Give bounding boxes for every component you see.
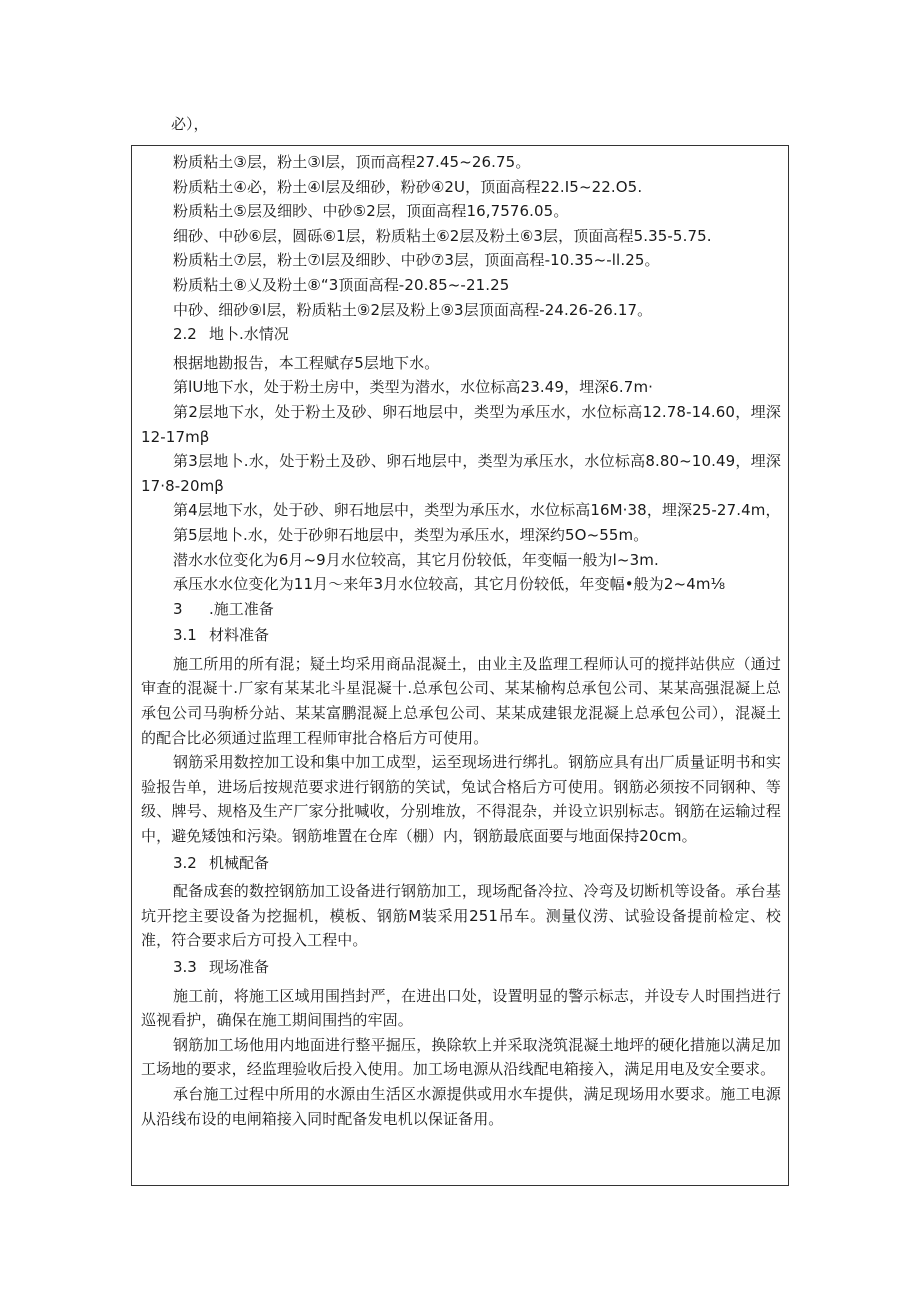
soil-layer-line: 粉质粘土③层，粉土③l层，顶而高程27.45~26.75。 [173, 153, 531, 171]
soil-layer-line: 粉质粘土④必，粉土④l层及细砂，粉砂④2U，顶面高程22.I5~22.O5. [173, 177, 643, 196]
content-body [141, 150, 781, 1131]
soil-layer-line: 粉质粘土⑦层，粉土⑦l层及细眇、中砂⑦3层，顶面高程-10.35~-ll.25。 [173, 251, 660, 270]
section-number: 3.1 [173, 626, 197, 645]
soil-layer-line: 中砂、细砂⑨l层，粉质粘土⑨2层及粉上⑨3层顶面高程-24.26-26.17。 [173, 300, 653, 319]
continued-text: 必）， [171, 115, 209, 133]
soil-layer-line: 粉质粘土⑧乂及粉土⑧“3顶面高程-20.85~-21.25 [173, 275, 510, 294]
groundwater-paragraph: 第lU地下水，处于粉土房中，类型为潜水，水位标高23.49，埋深6.7m· [173, 378, 654, 397]
section-heading-3 [141, 597, 781, 622]
section-number: 3.2 [173, 853, 197, 872]
section-heading-3-3 [141, 955, 781, 980]
section-title: 机械配备 [209, 853, 270, 872]
groundwater-paragraph: 第3层地卜.水，处于粉土及砂、卵石地层中，类型为承压水，水位标高8.80~10.49，埋深17·8-20mβ [141, 452, 781, 495]
section-title: 地卜.水情况 [209, 325, 289, 344]
groundwater-paragraph: 第4层地下水，处于砂、卵石地层中，类型为承压水，水位标高16M·38，埋深25-27.4m， [173, 501, 781, 520]
materials-paragraph: 施工所用的所有混；疑土均采用商品混凝土，由业主及监理工程师认可的搅拌站供应（通过审查的混凝十.厂家有某某北斗星混凝十.总承包公司、某某榆构总承包公司、某某高强混凝上总承包公司马驹桥分站、某某富鹏混凝上总承包公司、某某成建银龙混凝上总承包公司），混凝土的配合比必须通过监理工程师审批合格后方可使用。 [141, 654, 781, 747]
section-number: 2.2 [173, 325, 197, 344]
section-title: 现场准备 [209, 958, 270, 976]
groundwater-paragraph: 潜水水位变化为6月~9月水位较高，其它月份较低，年变幅一般为l~3m. [173, 550, 659, 569]
site-paragraph: 钢筋加工场他用内地面进行整平掘压，换除软上并采取浇筑混凝土地坪的硬化措施以满足加工场地的要求，经监理验收后投入使用。加工场电源从沿线配电箱接入，满足用电及安全要求。 [141, 1035, 781, 1079]
content-table-cell [131, 145, 789, 1186]
groundwater-paragraph: 第2层地下水，处于粉土及砂、卵石地层中，类型为承压水，水位标高12.78-14.60，埋深12-17mβ [141, 402, 781, 446]
site-paragraph: 施工前，将施工区域用围挡封严，在进出口处，设置明显的警示标志，并设专人时围挡进行巡视看护，确保在施工期间围挡的牢固。 [141, 986, 781, 1030]
section-number: 3 [173, 599, 183, 618]
section-heading-3-1 [141, 623, 781, 648]
section-title: 材料准备 [209, 626, 270, 645]
groundwater-paragraph: 承压水水位变化为11月～来年3月水位较高，其它月份较低，年变幅•般为2~4m⅛ [173, 575, 726, 594]
groundwater-paragraph: 第5层地卜.水，处于砂卵石地层中，类型为承压水，埋深约5O~55m。 [173, 525, 649, 544]
soil-layer-line: 细砂、中砂⑥层，圆砾⑥1层，粉质粘土⑥2层及粉土⑥3层，顶面高程5.35-5.75. [173, 226, 712, 245]
section-heading-2-2 [141, 322, 781, 347]
site-paragraph: 承台施工过程中所用的水源由生活区水源提供或用水车提供，满足现场用水要求。施工电源从沿线布设的电闸箱接入同时配备发电机以保证备用。 [141, 1084, 781, 1128]
section-title: .施工准备 [209, 599, 274, 618]
materials-paragraph: 钢筋采用数控加工设和集中加工成型，运至现场进行绑扎。钢筋应具有出厂质量证明书和实验报告单，进场后按规范要求进行钢筋的笑试，兔试合格后方可使用。钢筋必须按不同钢种、等级、牌号、规格及生产厂家分批喊收，分别堆放，不得混杂，并设立识别标志。钢筋在运输过程中，避免矮蚀和污染。钢筋堆置在仓库（棚）内，钢筋最底面要与地面保持20cm。 [141, 753, 781, 846]
groundwater-paragraph: 根据地勘报告，本工程赋存5层地下水。 [173, 353, 440, 372]
soil-layer-line: 粉质粘土⑤层及细眇、中砂⑤2层，顶面高程16,7576.05。 [173, 202, 569, 221]
section-number: 3.3 [173, 958, 197, 976]
section-heading-3-2 [141, 851, 781, 876]
machinery-paragraph: 配备成套的数控钢筋加工设备进行钢筋加工，现场配备冷拉、冷弯及切断机等设备。承台基坑开挖主要设备为挖掘机，模板、钢筋M装采用251吊车。测量仪涝、试验设备提前检定、校准，符合要求后方可投入工程中。 [141, 882, 781, 950]
